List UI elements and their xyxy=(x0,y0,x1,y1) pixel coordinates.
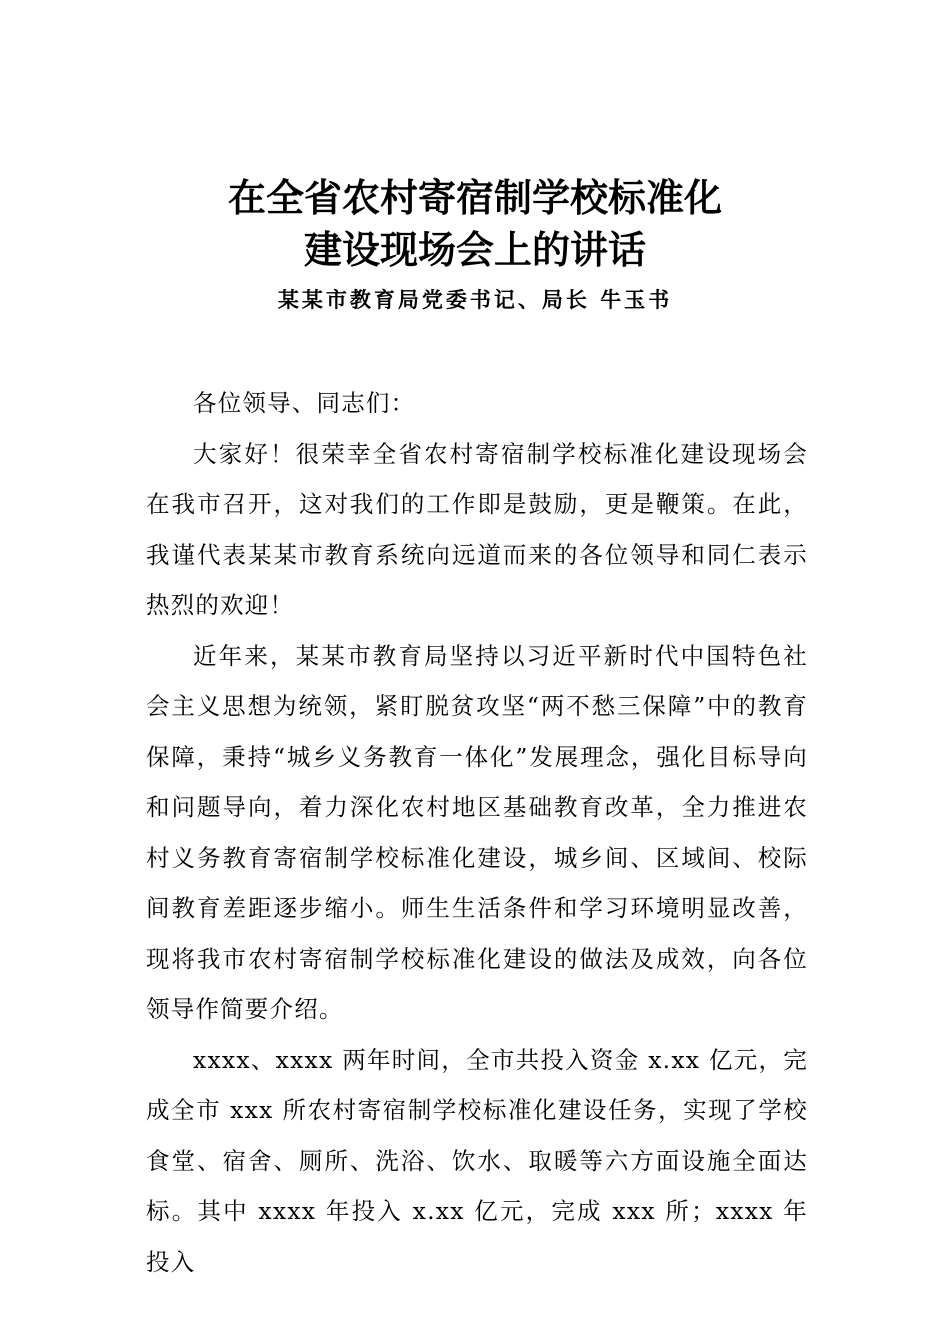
welcome-paragraph: 大家好！很荣幸全省农村寄宿制学校标准化建设现场会在我市召开，这对我们的工作即是鼓励，更是鞭策。在此，我谨代表某某市教育系统向远道而来的各位领导和同仁表示热烈的欢迎！ xyxy=(146,439,808,619)
title-line-2: 建设现场会上的讲话 xyxy=(303,227,646,272)
document-title xyxy=(0,172,950,276)
title-line-1: 在全省农村寄宿制学校标准化 xyxy=(227,175,722,220)
investment-paragraph: xxxx、xxxx 两年时间，全市共投入资金 x.xx 亿元，完成全市 xxx 所农村寄宿制学校标准化建设任务，实现了学校食堂、宿舍、厕所、洗浴、饮水、取暖等六方面设施全面达标。其中 xxxx 年投入 x.xx 亿元，完成 xxx 所；xxxx 年投入 xyxy=(146,1045,808,1276)
greeting-paragraph: 各位领导、同志们： xyxy=(193,389,416,417)
speaker-byline: 某某市教育局党委书记、局长 牛玉书 xyxy=(277,287,673,312)
overview-paragraph: 近年来，某某市教育局坚持以习近平新时代中国特色社会主义思想为统领，紧盯脱贫攻坚“两不愁三保障”中的教育保障，秉持“城乡义务教育一体化”发展理念，强化目标导向和问题导向，着力深化农村地区基础教育改革，全力推进农村义务教育寄宿制学校标准化建设，城乡间、区域间、校际间教育差距逐步缩小。师生生活条件和学习环境明显改善，现将我市农村寄宿制学校标准化建设的做法及成效，向各位领导作简要介绍。 xyxy=(146,641,808,1023)
speech-body xyxy=(146,378,808,1287)
